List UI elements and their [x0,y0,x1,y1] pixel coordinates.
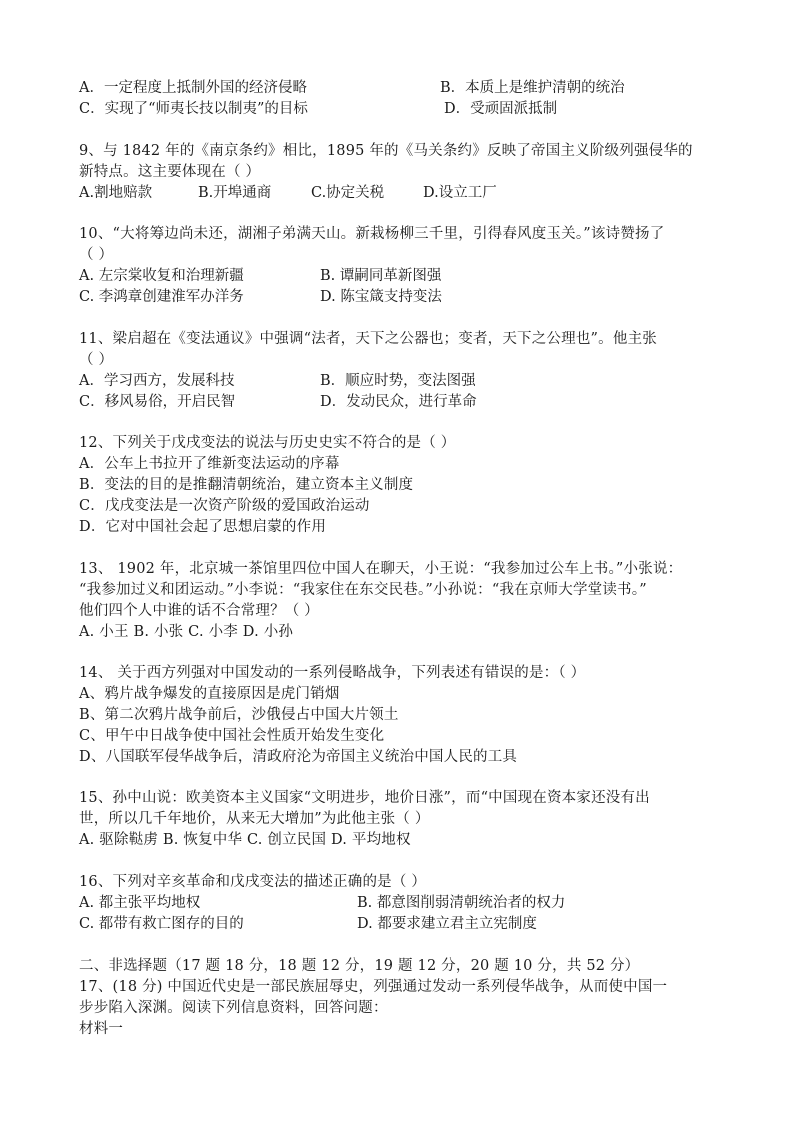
q10-stem-line-1: 10、“大将筹边尚未还，湖湘子弟满天山。新栽杨柳三千里，引得春风度玉关。”该诗赞扬了 [79,226,665,242]
q10-option-d: D. 陈宝箴支持变法 [320,289,442,305]
q12-option-d: D．它对中国社会起了思想启蒙的作用 [79,519,327,535]
q11-option-b: B．顺应时势，变法图强 [320,373,476,389]
q9-option-b: B.开埠通商 [198,185,272,201]
q9-option-c: C.协定关税 [311,185,385,201]
q13-stem-line-1: 13、 1902 年，北京城一茶馆里四位中国人在聊天，小王说：“我参加过公车上书。”小张说： [79,561,683,577]
q16-option-a: A. 都主张平均地权 [79,895,201,911]
q14-option-b: B、第二次鸦片战争前后，沙俄侵占中国大片领土 [79,707,399,723]
q14-option-a: A、鸦片战争爆发的直接原因是虎门销烟 [79,686,340,702]
q15-stem-line-1: 15、孙中山说：欧美资本主义国家“文明进步，地价日涨”，而“中国现在资本家还没有出 [79,790,650,806]
q12-stem: 12、下列关于戊戌变法的说法与历史史实不符合的是（ ） [79,435,456,451]
q17-line-2: 步步陷入深渊。阅读下列信息资料，回答问题： [79,1000,388,1016]
q8-option-c: C．实现了“师夷长技以制夷”的目标 [79,101,308,117]
q8-option-d: D．受顽固派抵制 [444,101,558,117]
q13-options: A. 小王 B. 小张 C. 小李 D. 小孙 [79,624,294,640]
q11-stem-line-1: 11、梁启超在《变法通议》中强调“法者，天下之公器也；变者，天下之公理也”。他主张 [79,331,657,347]
q8-option-b: B．本质上是维护清朝的统治 [440,80,625,96]
q9-stem-line-2: 新特点。这主要体现在（ ） [79,164,261,180]
q10-option-a: A. 左宗棠收复和治理新疆 [79,268,244,284]
q9-option-a: A.割地赔款 [79,185,153,201]
q16-option-d: D. 都要求建立君主立宪制度 [357,916,537,932]
q10-stem-line-2: （ ） [79,247,114,263]
q17-line-1: 17、(18 分) 中国近代史是一部民族屈辱史，列强通过发动一系列侵华战争，从而使中国一 [79,979,668,995]
q14-option-c: C、甲午中日战争使中国社会性质开始发生变化 [79,728,385,744]
q12-option-b: B．变法的目的是推翻清朝统治，建立资本主义制度 [79,477,414,493]
q9-option-d: D.设立工厂 [423,185,497,201]
q8-option-a: A．一定程度上抵制外国的经济侵略 [79,80,307,96]
q17-material-label: 材料一 [79,1021,124,1037]
q13-stem-line-3: 他们四个人中谁的话不合常理？（ ） [79,603,320,619]
q12-option-a: A．公车上书拉开了维新变法运动的序幕 [79,456,340,472]
section2-title: 二、非选择题（17 题 18 分，18 题 12 分，19 题 12 分，20 题 10 分，共 52 分） [79,958,640,974]
q16-option-c: C. 都带有救亡图存的目的 [79,916,244,932]
q11-stem-line-2: （ ） [79,352,114,368]
q16-option-b: B. 都意图削弱清朝统治者的权力 [357,895,566,911]
q14-option-d: D、八国联军侵华战争后，清政府沦为帝国主义统治中国人民的工具 [79,749,518,765]
q10-option-c: C. 李鸿章创建淮军办洋务 [79,289,244,305]
q9-stem-line-1: 9、与 1842 年的《南京条约》相比，1895 年的《马关条约》反映了帝国主义阶级列强侵华的 [79,143,693,159]
q16-stem: 16、下列对辛亥革命和戊戌变法的描述正确的是（ ） [79,874,427,890]
q10-option-b: B. 谭嗣同革新图强 [320,268,442,284]
q13-stem-line-2: “我参加过义和团运动。”小李说：“我家住在东交民巷。”小孙说：“我在京师大学堂读书。” [79,582,647,598]
q15-options: A. 驱除鞑虏 B. 恢复中华 C. 创立民国 D. 平均地权 [79,832,411,848]
q15-stem-line-2: 世，所以几千年地价，从来无大增加”为此他主张（ ） [79,811,430,827]
q11-option-a: A．学习西方，发展科技 [79,373,235,389]
q11-option-d: D．发动民众，进行革命 [320,394,477,410]
q11-option-c: C．移风易俗，开启民智 [79,394,236,410]
q12-option-c: C．戊戌变法是一次资产阶级的爱国政治运动 [79,498,370,514]
q14-stem: 14、 关于西方列强对中国发动的一系列侵略战争，下列表述有错误的是：（ ） [79,665,586,681]
